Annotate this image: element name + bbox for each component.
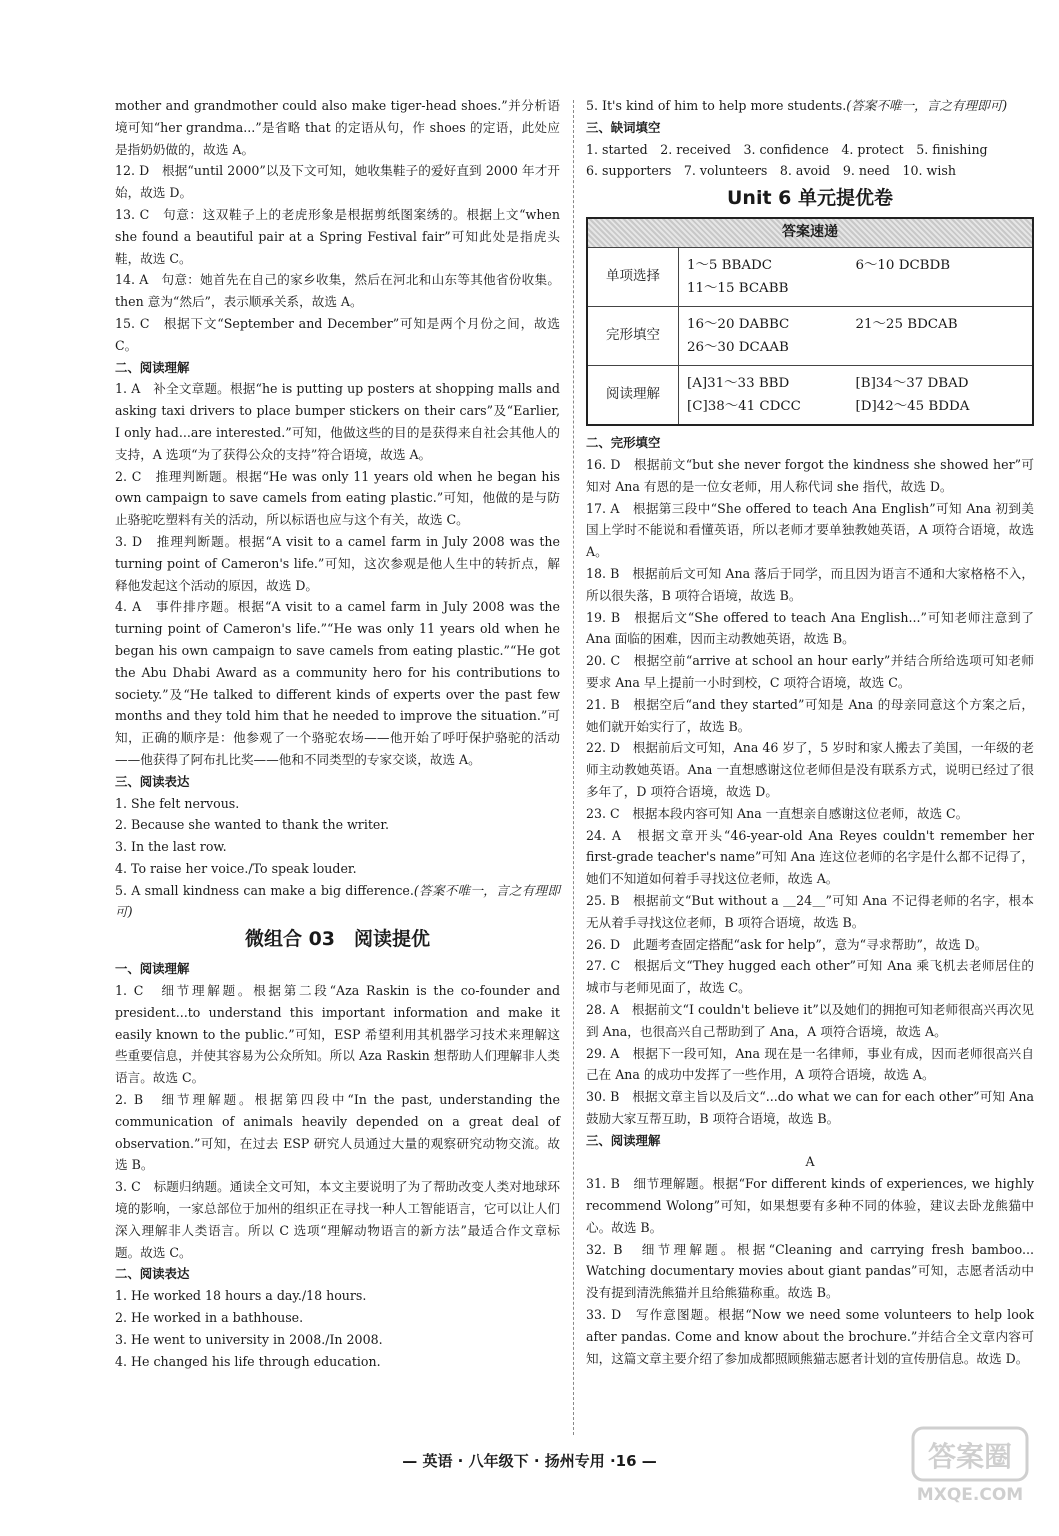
answer-paragraph — [586, 999, 1034, 1043]
answer-cell: [A]31～33 BBD — [687, 376, 790, 392]
answer-cell: 16～20 DABBC — [687, 317, 790, 333]
answer-paragraph — [115, 313, 560, 357]
answer-paragraph — [586, 803, 1034, 825]
answer-paragraph — [115, 269, 560, 313]
answer-paragraph — [586, 160, 1034, 182]
answer-paragraph — [586, 650, 1034, 694]
section-heading: 二、完形填空 — [586, 435, 661, 451]
handwritten-note: (答案不唯一，言之有理即可) — [846, 98, 1008, 113]
answer-paragraph — [115, 814, 560, 836]
answer-paragraph — [115, 858, 560, 880]
answer-cell: 11～15 BCABB — [687, 281, 789, 297]
answer-paragraph — [586, 1173, 1034, 1238]
answer-text: 28. A 根据前文“I couldn't believe it”以及她们的拥抱可知老师很高兴再次见到 Ana，也很高兴自己帮助到了 Ana，A 项符合语境，故选 A。 — [586, 1001, 1034, 1039]
answer-paragraph — [586, 1239, 1034, 1304]
answer-table — [586, 217, 1034, 426]
section-heading: 三、阅读表达 — [115, 773, 190, 789]
answer-paragraph — [115, 160, 560, 204]
answer-paragraph — [115, 980, 560, 1089]
answer-text: 3. He went to university in 2008./In 2008. — [115, 1331, 383, 1347]
row-label: 完形填空 — [587, 307, 679, 366]
answer-paragraph — [115, 836, 560, 858]
answer-paragraph — [586, 825, 1034, 890]
section-heading: 一、阅读理解 — [115, 961, 190, 977]
section-title: 微组合 03 阅读提优 — [244, 928, 431, 951]
answer-paragraph — [115, 1089, 560, 1176]
answer-text: 1. He worked 18 hours a day./18 hours. — [115, 1288, 367, 1304]
answer-paragraph — [586, 737, 1034, 802]
table-row — [587, 248, 1033, 307]
answer-paragraph — [586, 1086, 1034, 1130]
left-column — [115, 95, 560, 1372]
page-footer: — 英语 · 八年级下 · 扬州专用 ·16 — — [402, 1452, 657, 1470]
answer-paragraph — [586, 454, 1034, 498]
answer-paragraph — [115, 596, 560, 770]
answer-cell — [856, 336, 1025, 359]
answer-text: 1. She felt nervous. — [115, 795, 240, 811]
section-heading: 三、缺词填空 — [586, 119, 661, 135]
answer-text: 32. B 细节理解题。根据“Cleaning and carrying fresh bamboo... Watching documentary movies about giant pandas”可知，志愿者活动中没有提到清洗熊猫并且给熊猫称重。故选 B。 — [586, 1241, 1034, 1301]
answer-text: 30. B 根据文章主旨以及后文“...do what we can for each other”可知 Ana 鼓励大家互帮互助，B 项符合语境，故选 B。 — [586, 1089, 1034, 1126]
answer-text: 19. B 根据后文“She offered to teach Ana English...”可知老师注意到了 Ana 面临的困难，因而主动教她英语，故选 B。 — [586, 609, 1034, 647]
answer-text: 31. B 细节理解题。根据“For different kinds of experiences, we highly recommend Wolong”可知，如果想要有多种不同的体验，建议去卧龙熊猫中心。故选 B。 — [586, 1176, 1034, 1235]
right-column — [586, 95, 1034, 1369]
answer-text: 1. A 补全文章题。根据“he is putting up posters at shopping malls and asking taxi drivers to place bumper stickers on their cars”及“Earlier, I only had...are interested.”可知，他做这些的目的是获得来自社会其他人的支持，A 选项“为了获得公众的支持”符合语境，故选 A。 — [115, 381, 560, 462]
table-row — [587, 307, 1033, 366]
answer-text: 2. C 推理判断题。根据“He was only 11 years old when he began his own campaign to save camels from eating plastic.”可知，他做的是与防止骆驼吃塑料有关的活动，所以标语也应与这个有关，故选 C。 — [115, 468, 560, 528]
watermark-url: MXQE.COM — [916, 1485, 1024, 1505]
watermark-text: 答案圈 — [927, 1440, 1013, 1473]
answer-text: 20. C 根据空前“arrive at school an hour early”并结合所给选项可知老师要求 Ana 早上提前一小时到校，C 项符合语境，故选 C。 — [586, 653, 1034, 690]
answer-text: 33. D 写作意图题。根据“Now we need some volunteers to help look after pandas. Come and know about the brochure.”并结合全文章内容可知，这篇文章主要介绍了参加成都照顾熊猫志愿者计划的宣传册信息。故选 D。 — [586, 1307, 1034, 1366]
answer-paragraph — [586, 498, 1034, 563]
answer-paragraph — [586, 694, 1034, 738]
section-heading: 二、阅读表达 — [115, 1266, 190, 1282]
answer-paragraph — [586, 139, 1034, 161]
answer-table-header: 答案速递 — [587, 218, 1033, 248]
answer-paragraph — [115, 531, 560, 596]
answer-cell: [C]38～41 CDCC — [687, 399, 801, 415]
answer-paragraph — [115, 1329, 560, 1351]
answer-text: 2. He worked in a bathhouse. — [115, 1310, 304, 1326]
answer-paragraph — [115, 95, 560, 160]
answer-paragraph — [115, 1351, 560, 1373]
section-heading: 三、阅读理解 — [586, 1132, 661, 1148]
handwritten-note: (答案不唯一，言之有理即可) — [115, 882, 560, 920]
answer-cell: [D]42～45 BDDA — [855, 399, 970, 415]
answer-text: 24. A 根据文章开头“46-year-old Ana Reyes couldn't remember her first-grade teacher's name”可知 Ana 连这位老师的名字是什么都不记得了，她们不知道如何着手寻找这位老师，故选 A。 — [586, 827, 1034, 887]
table-row — [587, 366, 1033, 426]
unit-title: Unit 6 单元提优卷 — [727, 187, 893, 210]
column-divider — [573, 100, 574, 1435]
right-top-block — [586, 95, 1034, 182]
answer-text: 3. C 标题归纳题。通读全文可知，本文主要说明了为了帮助改变人类对地球环境的影响，一家总部位于加州的组织正在寻找一种人工智能语言，它可以让人们深入理解非人类语言。所以 C 选项“理解动物语言的新方法”最适合作文章标题。故选 C。 — [115, 1179, 560, 1260]
answer-text: 23. C 根据本段内容可知 Ana 一直想亲自感谢这位老师，故选 C。 — [586, 805, 969, 821]
watermark-logo — [911, 1426, 1029, 1506]
row-label: 阅读理解 — [587, 366, 679, 426]
answer-text: 26. D 此题考查固定搭配“ask for help”，意为“寻求帮助”，故选 D。 — [586, 936, 988, 952]
answer-paragraph — [586, 607, 1034, 651]
answer-text: 3. In the last row. — [115, 839, 227, 855]
answer-paragraph — [586, 955, 1034, 999]
answer-paragraph — [586, 1043, 1034, 1087]
answer-text: 25. B 根据前文“But without a ＿24＿”可知 Ana 不记得老师的名字，根本无从着手寻找这位老师，B 项符合语境，故选 B。 — [586, 892, 1034, 930]
answer-cell: 1～5 BBADC — [687, 258, 773, 274]
answer-paragraph — [586, 890, 1034, 934]
passage-label: A — [805, 1154, 815, 1170]
answer-text: 6. supporters 7. volunteers 8. avoid 9. need 10. wish — [586, 163, 956, 179]
answer-paragraph — [115, 880, 560, 924]
answer-text: 17. A 根据第三段中“She offered to teach Ana English”可知 Ana 初到美国上学时不能说和看懂英语，所以老师才要单独教她英语，A 项符合语境，故选 A。 — [586, 500, 1034, 560]
section-heading: 二、阅读理解 — [115, 359, 190, 375]
answer-text: 21. B 根据空后“and they started”可知是 Ana 的母亲同意这个方案之后，她们就开始实行了，故选 B。 — [586, 696, 1034, 734]
answer-text: 22. D 根据前后文可知，Ana 46 岁了，5 岁时和家人搬去了美国，一年级的老师主动教她英语。Ana 一直想感谢这位老师但是没有联系方式，说明已经过了很多年了，D 项符合语境，故选 D。 — [586, 740, 1034, 799]
answer-paragraph — [115, 204, 560, 269]
answer-paragraph — [115, 793, 560, 815]
answer-cell: 26～30 DCAAB — [687, 340, 789, 356]
answer-text: 12. D 根据“until 2000”以及下文可知，她收集鞋子的爱好直到 2000 年才开始，故选 D。 — [115, 163, 560, 201]
answer-text: 4. He changed his life through education. — [115, 1353, 381, 1369]
answer-paragraph — [115, 466, 560, 531]
answer-cell: 6～10 DCBDB — [855, 258, 951, 274]
answer-text: 13. C 句意：这双鞋子上的老虎形象是根据剪纸图案绣的。根据上文“when she found a beautiful pair at a Spring Festival fair”可知此处是指虎头鞋，故选 C。 — [115, 206, 560, 266]
answer-paragraph — [586, 934, 1034, 956]
answer-paragraph — [586, 1304, 1034, 1369]
answer-text: 4. To raise her voice./To speak louder. — [115, 860, 357, 876]
answer-cell: 21～25 BDCAB — [855, 317, 958, 333]
answer-text: 29. A 根据下一段可知，Ana 现在是一名律师，事业有成，因而老师很高兴自己在 Ana 的成功中发挥了一些作用，A 项符合语境，故选 A。 — [586, 1045, 1034, 1083]
answer-text: 1. C 细节理解题。根据第二段“Aza Raskin is the co-founder and president...to understand this important information and make it easily known to the public.”可知，ESP 希望利用其机器学习技术来理解这些重要信息，并使其容易为公众所知。所以 Aza Raskin 想帮助人们理解非人类语言。故选 C。 — [115, 983, 560, 1086]
right-bottom-block — [586, 432, 1034, 1369]
answer-text: 18. B 根据前后文可知 Ana 落后于同学，而且因为语言不通和大家格格不入，所以很失落，B 项符合语境，故选 B。 — [586, 565, 1034, 603]
answer-text: mother and grandmother could also make tiger-head shoes.”并分析语境可知“her grandma...”是省略 that 的定语从句，作 shoes 的定语，此处应是指奶奶做的，故选 A。 — [115, 98, 560, 157]
answer-paragraph — [115, 1285, 560, 1307]
answer-paragraph — [586, 563, 1034, 607]
answer-text: 4. A 事件排序题。根据“A visit to a camel farm in July 2008 was the turning point of Cameron's life.”“He was only 11 years old when he began his own campaign to save camels from eating plastic.”“He got the Abu Dhabi Award as a community hero for his contributions to society.”及“He talked to different kinds of experts over the past few months and they told him that he needed to improve the situation.”可知，正确的顺序是：他参观了一个骆驼农场——他开始了呼吁保护骆驼的活动——他获得了阿布扎比奖——他和不同类型的专家交谈，故选 A。 — [115, 599, 560, 767]
answer-text: 1. started 2. received 3. confidence 4. protect 5. finishing — [586, 141, 988, 157]
answer-text: 5. A small kindness can make a big difference. — [115, 882, 414, 898]
answer-paragraph — [115, 1307, 560, 1329]
answer-text: 15. C 根据下文“September and December”可知是两个月份之间，故选 C。 — [115, 315, 560, 353]
answer-cell — [856, 277, 1025, 300]
answer-cell: [B]34～37 DBAD — [855, 376, 969, 392]
answer-text: 2. Because she wanted to thank the writer. — [115, 817, 390, 833]
answer-text: 14. A 句意：她首先在自己的家乡收集，然后在河北和山东等其他省份收集。then 意为“然后”，表示顺承关系，故选 A。 — [115, 272, 560, 310]
answer-text: 5. It's kind of him to help more students. — [586, 98, 847, 113]
answer-paragraph — [586, 95, 1034, 117]
answer-paragraph — [115, 378, 560, 465]
answer-text: 16. D 根据前文“but she never forgot the kindness she showed her”可知对 Ana 有恩的是一位女老师，用人称代词 she 指代，故选 D。 — [586, 456, 1034, 494]
answer-paragraph — [115, 1176, 560, 1263]
answer-text: 3. D 推理判断题。根据“A visit to a camel farm in July 2008 was the turning point of Cameron's life.”可知，这次参观是他人生中的转折点，解释他发起这个活动的原因，故选 D。 — [115, 533, 560, 593]
answer-text: 2. B 细节理解题。根据第四段中“In the past, understanding the communication of animals heavily depended on a great deal of observation.”可知，在过去 ESP 研究人员通过大量的观察研究动物交流。故选 B。 — [115, 1092, 560, 1173]
row-label: 单项选择 — [587, 248, 679, 307]
answer-text: 27. C 根据后文“They hugged each other”可知 Ana 乘飞机去老师居住的城市与老师见面了，故选 C。 — [586, 958, 1034, 996]
